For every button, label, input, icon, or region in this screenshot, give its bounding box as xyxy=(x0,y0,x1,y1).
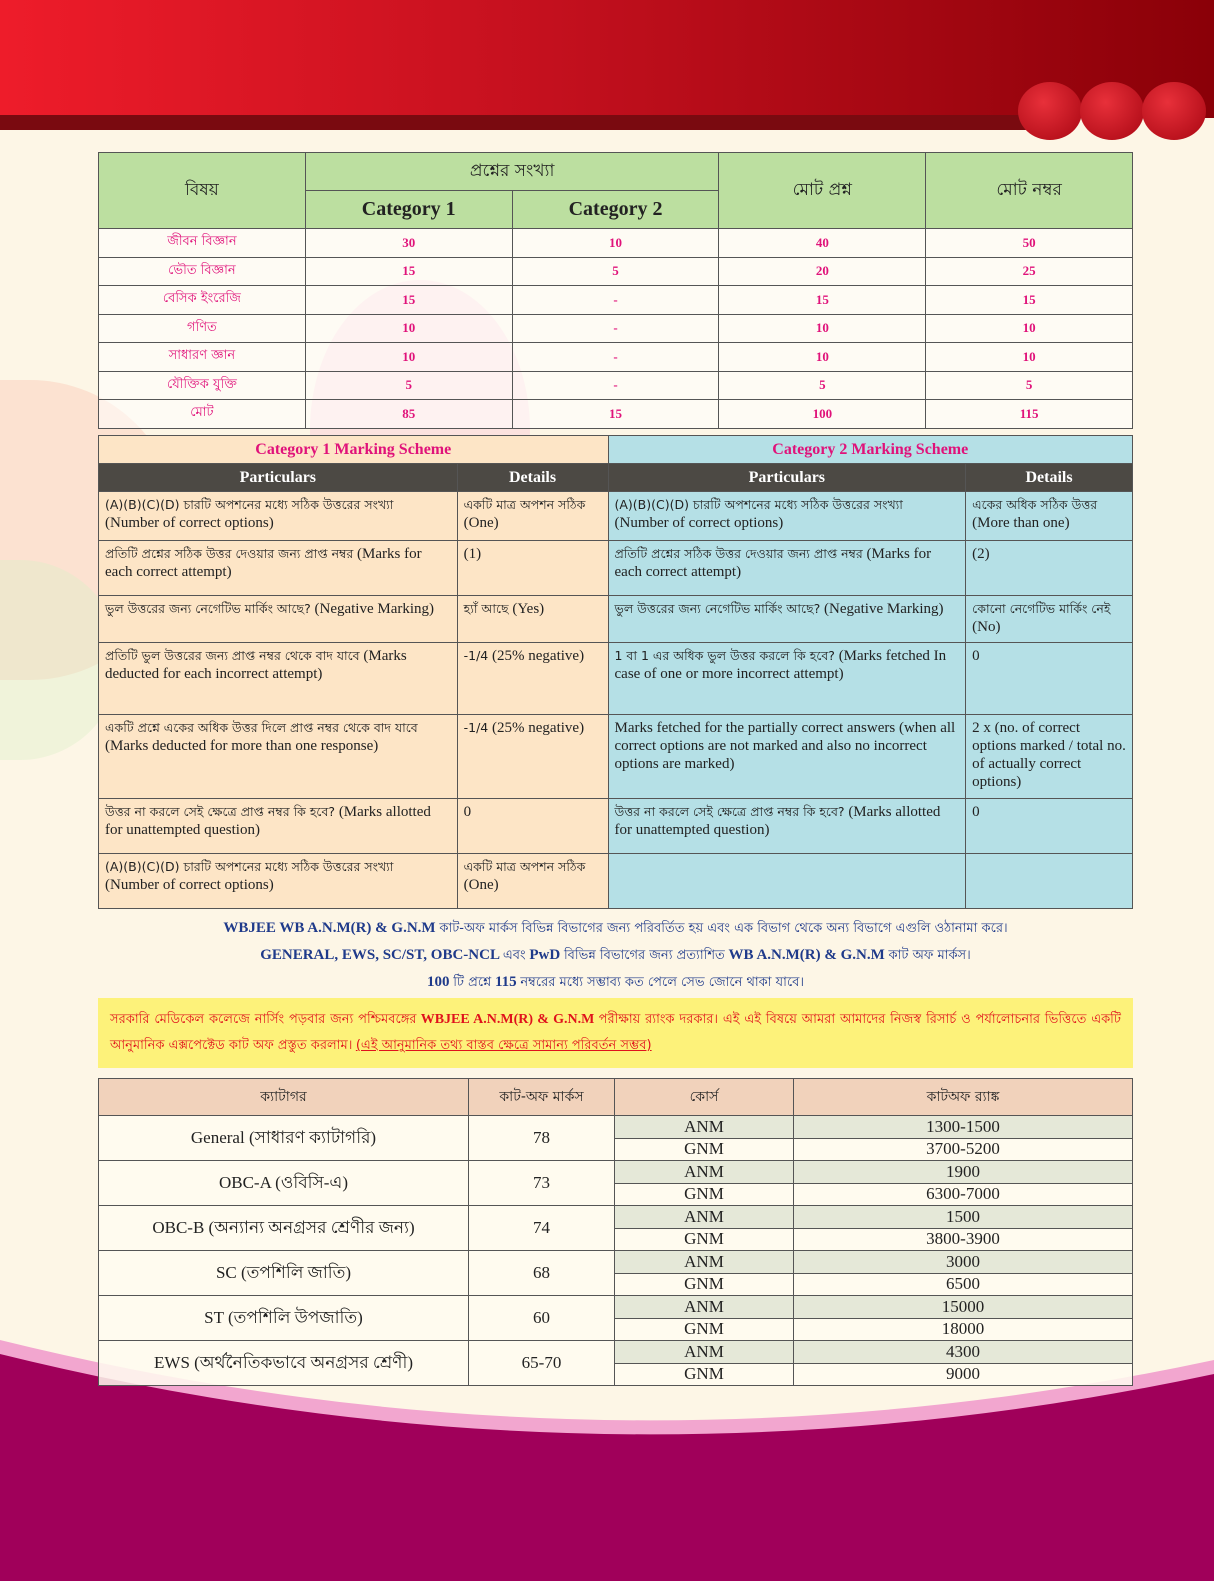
table-row xyxy=(99,400,1133,429)
category-2-cell: - xyxy=(512,371,719,400)
subject-cell: গণিত xyxy=(99,314,306,343)
text-en: (No) xyxy=(972,619,1001,635)
particulars-cell xyxy=(608,492,966,541)
rank-cell: 3000 xyxy=(794,1251,1133,1274)
table-row xyxy=(99,1206,1133,1229)
table-row xyxy=(99,492,1133,541)
category-2-cell: 5 xyxy=(512,257,719,286)
category-2-cell: 10 xyxy=(512,229,719,258)
text-en: (Marks for each correct attempt) xyxy=(614,546,932,580)
particulars-cell xyxy=(99,492,458,541)
text-en: (One) xyxy=(463,877,499,893)
cutoff-marks-cell: 74 xyxy=(469,1206,615,1251)
table-row xyxy=(99,343,1133,372)
course-cell: ANM xyxy=(615,1251,794,1274)
particulars-cell xyxy=(99,715,458,799)
text-en: 0 xyxy=(463,804,472,820)
table-row xyxy=(99,371,1133,400)
course-cell: GNM xyxy=(615,1183,794,1206)
cutoff-marks-cell: 68 xyxy=(469,1251,615,1296)
subject-cell: সাধারণ জ্ঞান xyxy=(99,343,306,372)
rank-cell: 15000 xyxy=(794,1296,1133,1319)
text: WBJEE WB A.N.M(R) & G.N.M xyxy=(223,920,436,936)
category-1-cell: 5 xyxy=(305,371,512,400)
text-en: (25% negative) xyxy=(492,720,585,736)
total-marks-cell: 10 xyxy=(926,343,1133,372)
text-en: (Marks allotted for unattempted question) xyxy=(105,804,431,838)
header-subject: বিষয় xyxy=(99,153,306,229)
course-cell: ANM xyxy=(615,1296,794,1319)
marking-scheme-table xyxy=(98,435,1133,909)
text-en: (Number of correct options) xyxy=(105,515,274,531)
text-en: (More than one) xyxy=(972,515,1070,531)
header-category: ক্যাটাগর xyxy=(99,1079,469,1116)
text: General (সাধারণ ক্যাটাগরি) xyxy=(190,1128,377,1147)
rank-cell: 9000 xyxy=(794,1363,1133,1386)
text-en: (1) xyxy=(463,546,482,562)
course-cell: GNM xyxy=(615,1318,794,1341)
header-cutoff-marks: কাট-অফ মার্কস xyxy=(469,1079,615,1116)
particulars-cell xyxy=(99,799,458,854)
text: এবং xyxy=(502,948,526,963)
table-row xyxy=(99,1296,1133,1319)
text-en: Marks fetched for the partially correct answers (when all correct options are not marked and also no incorrect options are marked) xyxy=(614,720,956,772)
details-cell xyxy=(966,854,1133,909)
particulars-cell xyxy=(608,643,966,715)
text: PwD xyxy=(529,947,561,963)
text-bn: প্রতিটি প্রশ্নের সঠিক উত্তর দেওয়ার জন্য প্রাপ্ত নম্বর xyxy=(105,546,354,561)
text-en: (Marks allotted for unattempted question) xyxy=(614,804,941,838)
rank-cell: 3700-5200 xyxy=(794,1138,1133,1161)
text-en: 0 xyxy=(972,648,980,664)
text: SC (তপশিলি জাতি) xyxy=(215,1263,352,1282)
subject-cell: ভৌত বিজ্ঞান xyxy=(99,257,306,286)
category-cell xyxy=(99,1341,469,1386)
text: সরকারি মেডিকেল কলেজে নার্সিং পড়বার জন্য পশ্চিমবঙ্গের xyxy=(110,1012,417,1027)
text-en: 2 x (no. of correct options marked / total no. of actually correct options) xyxy=(972,720,1126,790)
header-details: Details xyxy=(966,464,1133,492)
cutoff-marks-cell: 78 xyxy=(469,1116,615,1161)
text: OBC-B (অন্যান্য অনগ্রসর শ্রেণীর জন্য) xyxy=(152,1218,415,1237)
table-row xyxy=(99,1161,1133,1184)
rank-cell: 3800-3900 xyxy=(794,1228,1133,1251)
total-marks-cell: 50 xyxy=(926,229,1133,258)
category-cell xyxy=(99,1206,469,1251)
text: কাট অফ মার্কস। xyxy=(888,948,971,963)
category-2-cell: - xyxy=(512,343,719,372)
text-en: (Marks for each correct attempt) xyxy=(105,546,422,580)
text-en: (Yes) xyxy=(512,601,545,617)
rank-cell: 6500 xyxy=(794,1273,1133,1296)
category-1-cell: 85 xyxy=(305,400,512,429)
particulars-cell xyxy=(99,643,458,715)
text: GENERAL, EWS, SC/ST, OBC-NCL xyxy=(260,947,500,963)
details-cell xyxy=(457,492,608,541)
total-questions-cell: 10 xyxy=(719,314,926,343)
course-cell: ANM xyxy=(615,1341,794,1364)
text-bn: ভুল উত্তরের জন্য নেগেটিভ মার্কিং আছে? xyxy=(614,601,821,616)
header-category-1: Category 1 xyxy=(305,191,512,229)
table-row xyxy=(99,799,1133,854)
category-2-cell: - xyxy=(512,286,719,315)
category-1-cell: 10 xyxy=(305,343,512,372)
header-total-questions: মোট প্রশ্ন xyxy=(719,153,926,229)
text-en: (25% negative) xyxy=(492,648,585,664)
category-1-cell: 15 xyxy=(305,286,512,315)
total-questions-cell: 15 xyxy=(719,286,926,315)
rank-cell: 18000 xyxy=(794,1318,1133,1341)
subject-cell: বেসিক ইংরেজি xyxy=(99,286,306,315)
text-en: (One) xyxy=(463,515,499,531)
table-row xyxy=(99,854,1133,909)
header-category-2: Category 2 xyxy=(512,191,719,229)
header-particulars: Particulars xyxy=(99,464,458,492)
particulars-cell xyxy=(608,541,966,596)
table-row xyxy=(99,1251,1133,1274)
details-cell xyxy=(457,715,608,799)
decorative-scallop xyxy=(1142,82,1206,140)
text-bn: (A)(B)(C)(D) চারটি অপশনের মধ্যে সঠিক উত্তরের সংখ্যা xyxy=(105,859,394,874)
total-questions-cell: 5 xyxy=(719,371,926,400)
decorative-scallop xyxy=(1018,82,1082,140)
total-questions-cell: 10 xyxy=(719,343,926,372)
text-bn: একটি মাত্র অপশন সঠিক xyxy=(463,497,586,512)
text-bn: হ্যাঁ আছে xyxy=(463,601,509,616)
category-1-cell: 30 xyxy=(305,229,512,258)
text: WB A.N.M(R) & G.N.M xyxy=(728,947,885,963)
rank-cell: 1900 xyxy=(794,1161,1133,1184)
table-row xyxy=(99,257,1133,286)
text-bn: -1/4 xyxy=(463,720,489,735)
cutoff-rank-table xyxy=(98,1078,1133,1386)
category-cell xyxy=(99,1116,469,1161)
header-num-questions: প্রশ্নের সংখ্যা xyxy=(305,153,719,191)
text-bn: একটি মাত্র অপশন সঠিক xyxy=(463,859,586,874)
cutoff-marks-cell: 65-70 xyxy=(469,1341,615,1386)
course-cell: GNM xyxy=(615,1138,794,1161)
total-marks-cell: 115 xyxy=(926,400,1133,429)
category-2-cell: - xyxy=(512,314,719,343)
text-bn: 1 বা 1 এর অধিক ভুল উত্তর করলে কি হবে? xyxy=(614,648,835,663)
text-bn: ভুল উত্তরের জন্য নেগেটিভ মার্কিং আছে? xyxy=(105,601,311,616)
total-marks-cell: 25 xyxy=(926,257,1133,286)
subject-marks-table xyxy=(98,152,1133,429)
subject-cell: মোট xyxy=(99,400,306,429)
text-bn: (A)(B)(C)(D) চারটি অপশনের মধ্যে সঠিক উত্তরের সংখ্যা xyxy=(614,497,903,512)
text: 115 xyxy=(494,974,517,990)
particulars-cell xyxy=(608,715,966,799)
text-en: (Number of correct options) xyxy=(105,877,274,893)
text: ST (তপশিলি উপজাতি) xyxy=(204,1308,363,1327)
total-questions-cell: 20 xyxy=(719,257,926,286)
details-cell xyxy=(966,492,1133,541)
text-en: (Marks deducted for more than one response) xyxy=(105,738,379,754)
table-row xyxy=(99,286,1133,315)
text-bn: -1/4 xyxy=(463,648,489,663)
text: কাট-অফ মার্কস বিভিন্ন বিভাগের জন্য পরিবর্তিত হয় এবং এক বিভাগ থেকে অন্য বিভাগে এগুলি ওঠানামা করে। xyxy=(439,921,1008,936)
rank-cell: 1500 xyxy=(794,1206,1133,1229)
rank-cell: 4300 xyxy=(794,1341,1133,1364)
course-cell: GNM xyxy=(615,1363,794,1386)
category-2-title: Category 2 Marking Scheme xyxy=(608,436,1133,464)
highlight-note xyxy=(98,998,1133,1068)
category-1-cell: 15 xyxy=(305,257,512,286)
details-cell xyxy=(457,541,608,596)
details-cell xyxy=(457,854,608,909)
table-row xyxy=(99,1341,1133,1364)
text-en: 0 xyxy=(972,804,980,820)
category-2-cell: 15 xyxy=(512,400,719,429)
header-course: কোর্স xyxy=(615,1079,794,1116)
header-cutoff-rank: কাটঅফ র‍্যাঙ্ক xyxy=(794,1079,1133,1116)
details-cell xyxy=(966,799,1133,854)
table-row xyxy=(99,541,1133,596)
particulars-cell xyxy=(99,854,458,909)
text: টি প্রশ্নে xyxy=(453,975,492,990)
category-cell xyxy=(99,1296,469,1341)
course-cell: ANM xyxy=(615,1116,794,1139)
header-band xyxy=(0,115,1030,130)
cutoff-info-paragraph xyxy=(98,915,1133,996)
course-cell: ANM xyxy=(615,1206,794,1229)
category-1-title: Category 1 Marking Scheme xyxy=(99,436,609,464)
header-total-marks: মোট নম্বর xyxy=(926,153,1133,229)
header-particulars: Particulars xyxy=(608,464,966,492)
text-bn: একটি প্রশ্নে একের অধিক উত্তর দিলে প্রাপ্ত নম্বর থেকে বাদ যাবে xyxy=(105,720,418,735)
details-cell xyxy=(457,596,608,643)
disclaimer-text: (এই আনুমানিক তথ্য বাস্তব ক্ষেত্রে সামান্য পরিবর্তন সম্ভব) xyxy=(355,1038,652,1053)
text: বিভিন্ন বিভাগের জন্য প্রত্যাশিত xyxy=(563,948,725,963)
details-cell xyxy=(966,715,1133,799)
details-cell xyxy=(457,643,608,715)
course-cell: ANM xyxy=(615,1161,794,1184)
text-en: (Number of correct options) xyxy=(614,515,784,531)
text-en: (Negative Marking) xyxy=(824,601,944,617)
text: 100 xyxy=(426,974,450,990)
table-row xyxy=(99,314,1133,343)
table-row xyxy=(99,229,1133,258)
text: OBC-A (ওবিসি-এ) xyxy=(218,1173,349,1192)
cutoff-marks-cell: 73 xyxy=(469,1161,615,1206)
cutoff-marks-cell: 60 xyxy=(469,1296,615,1341)
text-bn: প্রতিটি প্রশ্নের সঠিক উত্তর দেওয়ার জন্য প্রাপ্ত নম্বর xyxy=(614,546,863,561)
rank-cell: 6300-7000 xyxy=(794,1183,1133,1206)
subject-cell: জীবন বিজ্ঞান xyxy=(99,229,306,258)
details-cell xyxy=(966,541,1133,596)
particulars-cell xyxy=(99,541,458,596)
table-row xyxy=(99,715,1133,799)
total-marks-cell: 5 xyxy=(926,371,1133,400)
subject-cell: যৌক্তিক যুক্তি xyxy=(99,371,306,400)
course-cell: GNM xyxy=(615,1273,794,1296)
text-bn: কোনো নেগেটিভ মার্কিং নেই xyxy=(972,601,1111,616)
total-marks-cell: 15 xyxy=(926,286,1133,315)
particulars-cell xyxy=(608,596,966,643)
particulars-cell xyxy=(608,799,966,854)
particulars-cell xyxy=(99,596,458,643)
table-row xyxy=(99,1116,1133,1139)
text-bn: প্রতিটি ভুল উত্তরের জন্য প্রাপ্ত নম্বর থেকে বাদ যাবে xyxy=(105,648,360,663)
total-questions-cell: 100 xyxy=(719,400,926,429)
header-details: Details xyxy=(457,464,608,492)
total-marks-cell: 10 xyxy=(926,314,1133,343)
details-cell xyxy=(966,643,1133,715)
table-row xyxy=(99,596,1133,643)
text: EWS (অর্থনৈতিকভাবে অনগ্রসর শ্রেণী) xyxy=(154,1353,413,1372)
text-en: (2) xyxy=(972,546,990,562)
decorative-scallop xyxy=(1080,82,1144,140)
text-en: (Marks deducted for each incorrect attempt) xyxy=(105,648,407,682)
text: WBJEE A.N.M(R) & G.N.M xyxy=(420,1012,595,1027)
table-row xyxy=(99,643,1133,715)
total-questions-cell: 40 xyxy=(719,229,926,258)
text-bn: উত্তর না করলে সেই ক্ষেত্রে প্রাপ্ত নম্বর কি হবে? xyxy=(614,804,845,819)
details-cell xyxy=(457,799,608,854)
text-bn: উত্তর না করলে সেই ক্ষেত্রে প্রাপ্ত নম্বর কি হবে? xyxy=(105,804,336,819)
text: নম্বরের মধ্যে সম্ভাব্য কত পেলে সেভ জোনে থাকা যাবে। xyxy=(520,975,805,990)
details-cell xyxy=(966,596,1133,643)
text: পরীক্ষায় র‍্যাংক দরকার। এই এই বিষয়ে আমরা আমাদের নিজস্ব রিসার্চ ও পর্যালোচনার ভিত্তিতে একটি আনুমানিক এক্সপেক্টেড কাট অফ প্রস্তুত করলাম। xyxy=(110,1012,1121,1053)
rank-cell: 1300-1500 xyxy=(794,1116,1133,1139)
text-bn: একের অধিক সঠিক উত্তর xyxy=(972,497,1098,512)
particulars-cell xyxy=(608,854,966,909)
text-en: (Marks fetched In case of one or more incorrect attempt) xyxy=(614,648,947,682)
text-en: (Negative Marking) xyxy=(314,601,435,617)
text-bn: (A)(B)(C)(D) চারটি অপশনের মধ্যে সঠিক উত্তরের সংখ্যা xyxy=(105,497,394,512)
category-cell xyxy=(99,1161,469,1206)
category-cell xyxy=(99,1251,469,1296)
course-cell: GNM xyxy=(615,1228,794,1251)
category-1-cell: 10 xyxy=(305,314,512,343)
